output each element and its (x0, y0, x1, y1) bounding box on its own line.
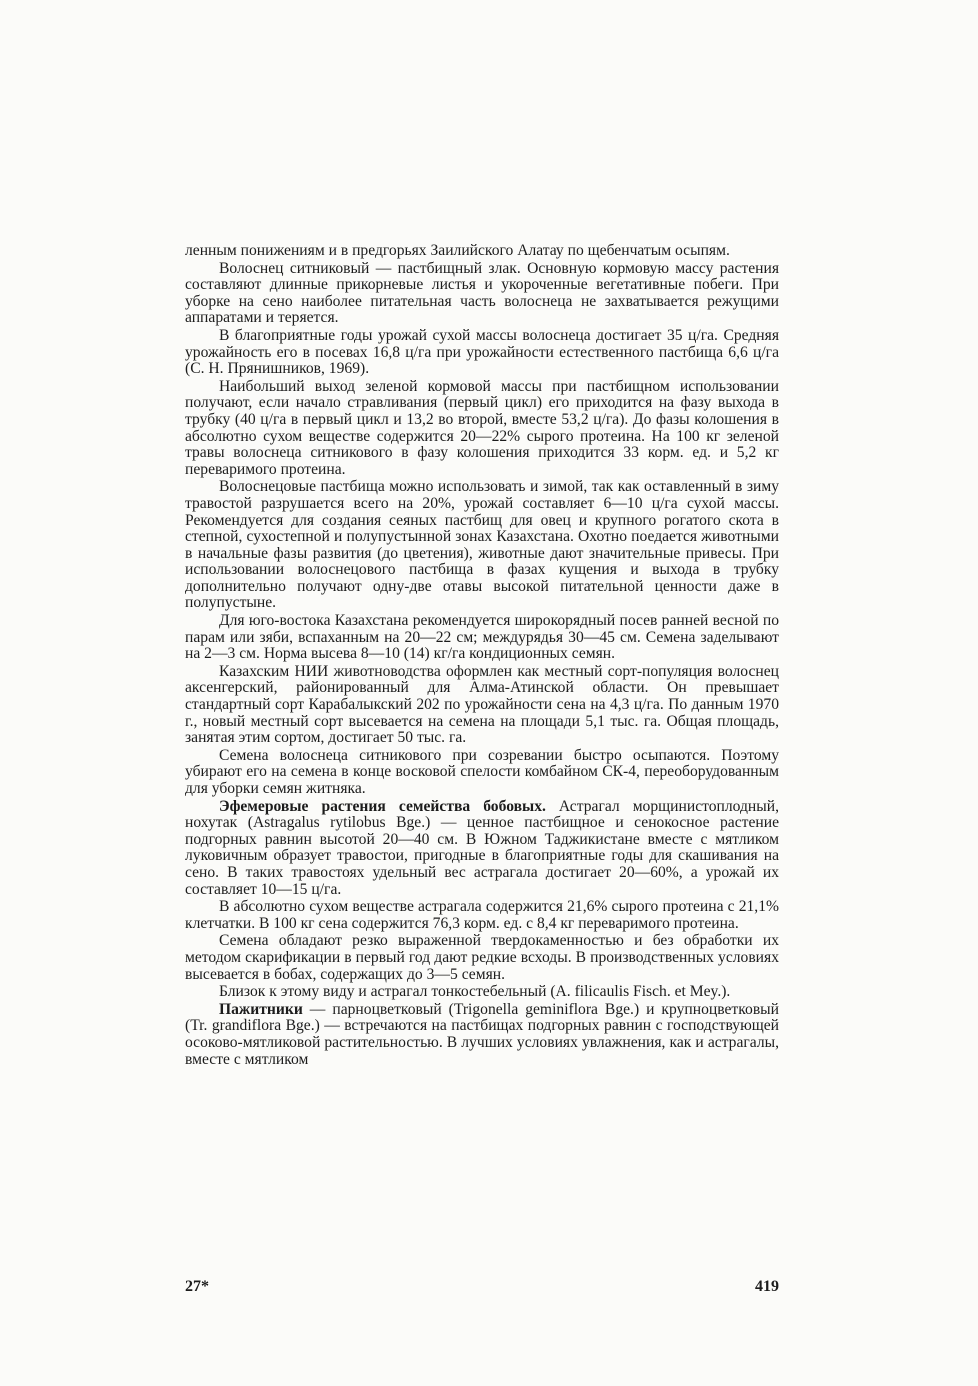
paragraph: В абсолютно сухом веществе астрагала содержится 21,6% сырого протеина с 21,1% клетчатки. В 100 кг сена содержится 76,3 корм. ед. с 8,4 кг переваримого протеина. (185, 898, 779, 932)
paragraph: Семена обладают резко выраженной твердокаменностью и без обработки их методом скарификации в первый год дают редкие всходы. В производственных условиях высевается в бобах, содержащих до 3—5 семян. (185, 932, 779, 983)
paragraph: Для юго-востока Казахстана рекомендуется широкорядный посев ранней весной по парам или зяби, вспаханным на 20—22 см; междурядья 30—45 см. Семена заделывают на 2—3 см. Норма высева 8—10 (14) кг/га кондиционных семян. (185, 612, 779, 663)
paragraph: В благоприятные годы урожай сухой массы волоснеца достигает 35 ц/га. Средняя урожайность его в посевах 16,8 ц/га при урожайности естественного пастбища 6,6 ц/га (С. Н. Прянишников, 1969). (185, 326, 779, 378)
paragraph: ленным понижениям и в предгорьях Заилийского Алатау по щебенчатым осыпям. (185, 242, 730, 259)
paragraph: Близок к этому виду и астрагал тонкостебельный (A. filicaulis Fisch. et Mey.). (219, 983, 731, 1001)
paragraph: Казахским НИИ животноводства оформлен как местный сорт-популяция волоснец аксенгерский, районированный для Алма-Атинской области. Он превышает стандартный сорт Карабалыкский 202 по урожайности сена на 4,3 ц/га. По данным 1970 г., новый местный сорт высевается на семена на площади 5,1 тыс. га. Общая площадь, занятая этим сортом, достигает 50 тыс. га. (185, 662, 779, 747)
section-heading: Пажитники (219, 1000, 303, 1018)
paragraph: Наибольший выход зеленой кормовой массы при пастбищном использовании получают, если начало стравливания (первый цикл) его приходится на фазу выхода в трубку (40 ц/га в первый цикл и 13,2 во второй, вместе 53,2 ц/га). До фазы колошения в абсолютно сухом веществе содержится 20—22% сырого протеина. На 100 кг зеленой травы волоснеца ситникового в фазу колошения приходится 33 корм. ед. и 5,2 кг переваримого протеина. (185, 377, 779, 478)
section-heading: Эфемеровые растения семейства бобовых. (219, 797, 546, 815)
paragraph: Волоснец ситниковый — пастбищный злак. Основную кормовую массу растения составляют длинные прикорневые листья и укороченные вегетативные побеги. При уборке на сено наиболее питательная часть волоснеца не захватывается режущими аппаратами и теряется. (185, 259, 779, 327)
paragraph: Волоснецовые пастбища можно использовать и зимой, так как оставленный в зиму травостой разрушается всего на 20%, урожай составляет 6—10 ц/га сухой массы. Рекомендуется для создания сеяных пастбищ для овец и крупного рогатого скота в степной, сухостепной и полупустынной зонах Казахстана. Охотно поедается животными в начальные фазы развития (до цветения), животные дают значительные привесы. При использовании волоснецового пастбища в фазах кущения и выхода в трубку дополнительно получают одну-две отавы высокой питательной ценности даже в полупустыне. (185, 478, 779, 612)
paragraph: Семена волоснеца ситникового при созревании быстро осыпаются. Поэтому убирают его на семена в конце восковой спелости комбайном СК-4, переоборудованным для уборки семян житняка. (185, 746, 779, 797)
page-footer (185, 1278, 779, 1296)
paragraph-section-heading: Пажитники — парноцветковый (Trigonella geminiflora Bge.) и крупноцветковый (Tr. grandiflora Bge.) — встречаются на пастбищах подгорных равнин с господствующей осоково-мятликовой растительностью. В лучших условиях увлажнения, как и астрагалы, вместе с мятликом (185, 1000, 779, 1068)
paragraph-section-heading: Эфемеровые растения семейства бобовых. Астрагал морщинистоплодный, нохутак (Astragalus rytilobus Bge.) — ценное пастбищное и сенокосное растение подгорных равнин высотой 20—40 см. В Южном Таджикистане вместе с мятликом луковичным образует травостои, пригодные в благоприятные годы для скашивания на сено. В таких травостоях удельный вес астрагала достигает 20—60%, а урожай их составляет 10—15 ц/га. (185, 797, 779, 898)
page-body (185, 243, 779, 1069)
page-number: 419 (755, 1278, 779, 1295)
signature-mark: 27* (185, 1278, 209, 1295)
